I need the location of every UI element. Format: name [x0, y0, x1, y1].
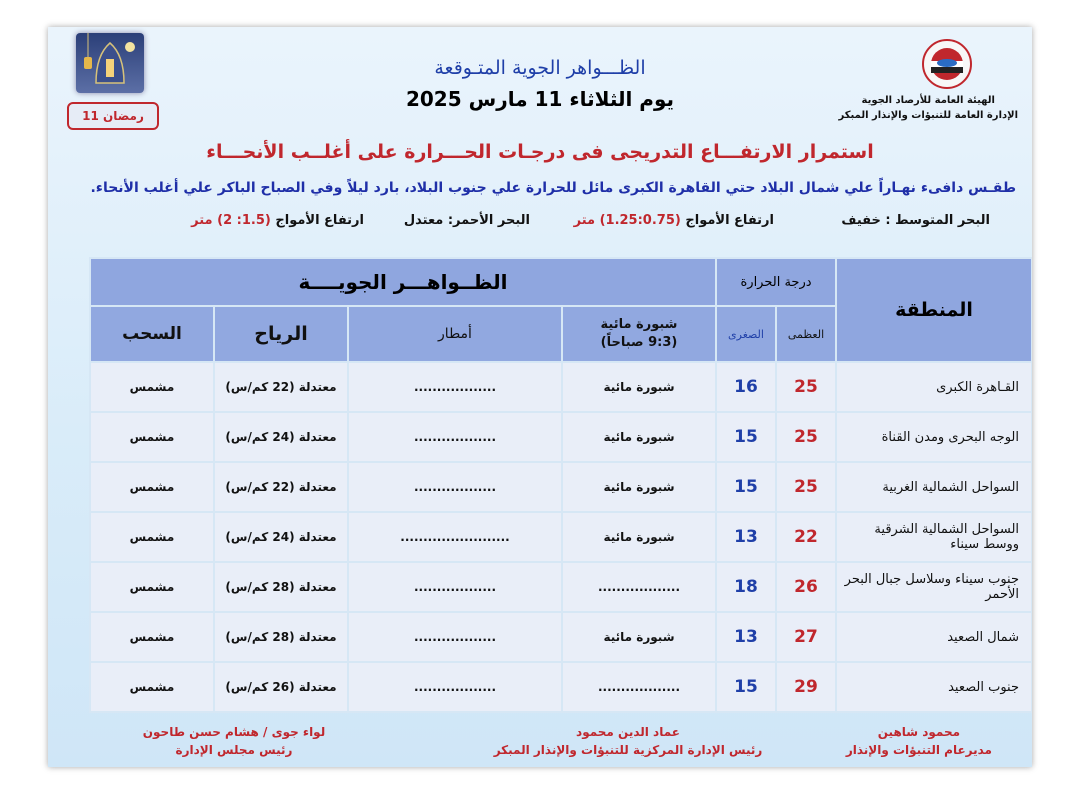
table-row	[90, 562, 1032, 612]
region-cell: القـاهرة الكبرى	[836, 362, 1032, 412]
header-clouds: السحب	[90, 306, 214, 362]
wind-cell: معتدلة (28 كم/س)	[214, 562, 348, 612]
forecast-table	[89, 257, 1032, 713]
region-cell: جنوب الصعيد	[836, 662, 1032, 712]
mediterranean-sea-state	[841, 213, 990, 228]
headline: استمرار الارتفـــاع التدريجى فى درجـات الحـــرارة على أغلــب الأنحـــاء	[206, 141, 874, 163]
clouds-cell: مشمس	[90, 612, 214, 662]
region-cell: جنوب سيناء وسلاسل جبال البحر الأحمر	[836, 562, 1032, 612]
org-line-2: الإدارة العامة للتنبؤات والإنذار المبكر	[838, 110, 1018, 121]
header-region: المنطقة	[836, 258, 1032, 362]
med-sea-label: البحر المتوسط :	[880, 213, 990, 228]
table-row	[90, 612, 1032, 662]
forecast-sheet	[48, 27, 1032, 767]
footer-center-title: رئيس الإدارة المركزية للتنبؤات والإنذار المبكر	[493, 743, 763, 757]
max-temp-cell: 29	[776, 662, 836, 712]
med-sea-value: خفيف	[841, 213, 881, 228]
clouds-cell: مشمس	[90, 412, 214, 462]
max-temp-cell: 26	[776, 562, 836, 612]
red-sea-waves	[191, 213, 364, 228]
max-temp-cell: 25	[776, 462, 836, 512]
region-cell: الوجه البحرى ومدن القناة	[836, 412, 1032, 462]
rain-cell: ..................	[348, 362, 562, 412]
header-min: الصغرى	[716, 306, 776, 362]
header-fog-label: شبورة مائية	[600, 317, 678, 332]
red-sea-state	[404, 213, 530, 228]
red-sea-label: البحر الأحمر:	[443, 213, 530, 228]
forecast-date: يوم الثلاثاء 11 مارس 2025	[405, 87, 675, 111]
min-temp-cell: 13	[716, 612, 776, 662]
rain-cell: ..................	[348, 662, 562, 712]
fog-cell: شبورة مائية	[562, 512, 716, 562]
wind-cell: معتدلة (22 كم/س)	[214, 462, 348, 512]
fog-cell: شبورة مائية	[562, 362, 716, 412]
red-sea-value: معتدل	[403, 213, 444, 228]
fog-cell: شبورة مائية	[562, 462, 716, 512]
clouds-cell: مشمس	[90, 662, 214, 712]
weather-summary: طقـس دافىء نهـاراً علي شمال البلاد حتي القاهرة الكبرى مائل للحرارة علي جنوب البلاد، بارد ليلاً وفي الصباح الباكر علي أغلب الأنحاء.	[90, 180, 1016, 196]
footer-left-name: لواء جوى / هشام حسن طاحون	[142, 725, 326, 739]
fog-cell: شبورة مائية	[562, 412, 716, 462]
ramadan-day-badge: 11 رمضان	[67, 102, 159, 130]
rain-cell: ..................	[348, 612, 562, 662]
footer-right-name: محمود شاهين	[877, 725, 961, 739]
clouds-cell: مشمس	[90, 512, 214, 562]
wind-cell: معتدلة (22 كم/س)	[214, 362, 348, 412]
rain-cell: ..................	[348, 562, 562, 612]
header-rain: أمطار	[348, 306, 562, 362]
region-cell: شمال الصعيد	[836, 612, 1032, 662]
wind-cell: معتدلة (24 كم/س)	[214, 512, 348, 562]
max-temp-cell: 22	[776, 512, 836, 562]
table-row	[90, 362, 1032, 412]
max-temp-cell: 25	[776, 362, 836, 412]
org-line-1: الهيئة العامة للأرصاد الجوية	[861, 95, 995, 106]
red-waves-value: (1.5: 2) متر	[191, 213, 271, 228]
min-temp-cell: 15	[716, 662, 776, 712]
table-row	[90, 462, 1032, 512]
fog-cell: شبورة مائية	[562, 612, 716, 662]
footer-right-title: مديرعام التنبؤات والإنذار	[845, 743, 992, 757]
clouds-cell: مشمس	[90, 362, 214, 412]
region-cell: السواحل الشمالية الشرقية ووسط سيناء	[836, 512, 1032, 562]
table-row	[90, 412, 1032, 462]
med-waves-value: (1.25:0.75) متر	[573, 213, 681, 228]
fog-cell: ..................	[562, 562, 716, 612]
min-temp-cell: 15	[716, 462, 776, 512]
header-phenomena: الظــواهـــر الجويــــة	[90, 258, 716, 306]
footer-signature-left	[134, 723, 334, 759]
med-waves-label: ارتفاع الأمواج	[680, 213, 774, 228]
mediterranean-waves	[574, 213, 774, 228]
table-row	[90, 512, 1032, 562]
footer-signature-right	[846, 723, 992, 759]
wind-cell: معتدلة (26 كم/س)	[214, 662, 348, 712]
header-fog	[562, 306, 716, 362]
wind-cell: معتدلة (24 كم/س)	[214, 412, 348, 462]
red-waves-label: ارتفاع الأمواج	[270, 213, 364, 228]
min-temp-cell: 15	[716, 412, 776, 462]
min-temp-cell: 13	[716, 512, 776, 562]
fog-cell: ..................	[562, 662, 716, 712]
min-temp-cell: 18	[716, 562, 776, 612]
rain-cell: ........................	[348, 512, 562, 562]
clouds-cell: مشمس	[90, 462, 214, 512]
clouds-cell: مشمس	[90, 562, 214, 612]
footer-left-title: رئيس مجلس الإدارة	[175, 743, 293, 757]
wind-cell: معتدلة (28 كم/س)	[214, 612, 348, 662]
max-temp-cell: 25	[776, 412, 836, 462]
header-fog-time: (9:3 صباحاً)	[600, 335, 678, 350]
min-temp-cell: 16	[716, 362, 776, 412]
header-wind: الرياح	[214, 306, 348, 362]
rain-cell: ..................	[348, 462, 562, 512]
region-cell: السواحل الشمالية الغربية	[836, 462, 1032, 512]
max-temp-cell: 27	[776, 612, 836, 662]
footer-signature-center	[478, 723, 778, 759]
table-row	[90, 662, 1032, 712]
page-title: الظـــواهر الجوية المتـوقعة	[434, 57, 646, 79]
rain-cell: ..................	[348, 412, 562, 462]
header-max: العظمى	[776, 306, 836, 362]
footer-center-name: عماد الدين محمود	[576, 725, 680, 739]
header-temperature: درجة الحرارة	[716, 258, 836, 306]
